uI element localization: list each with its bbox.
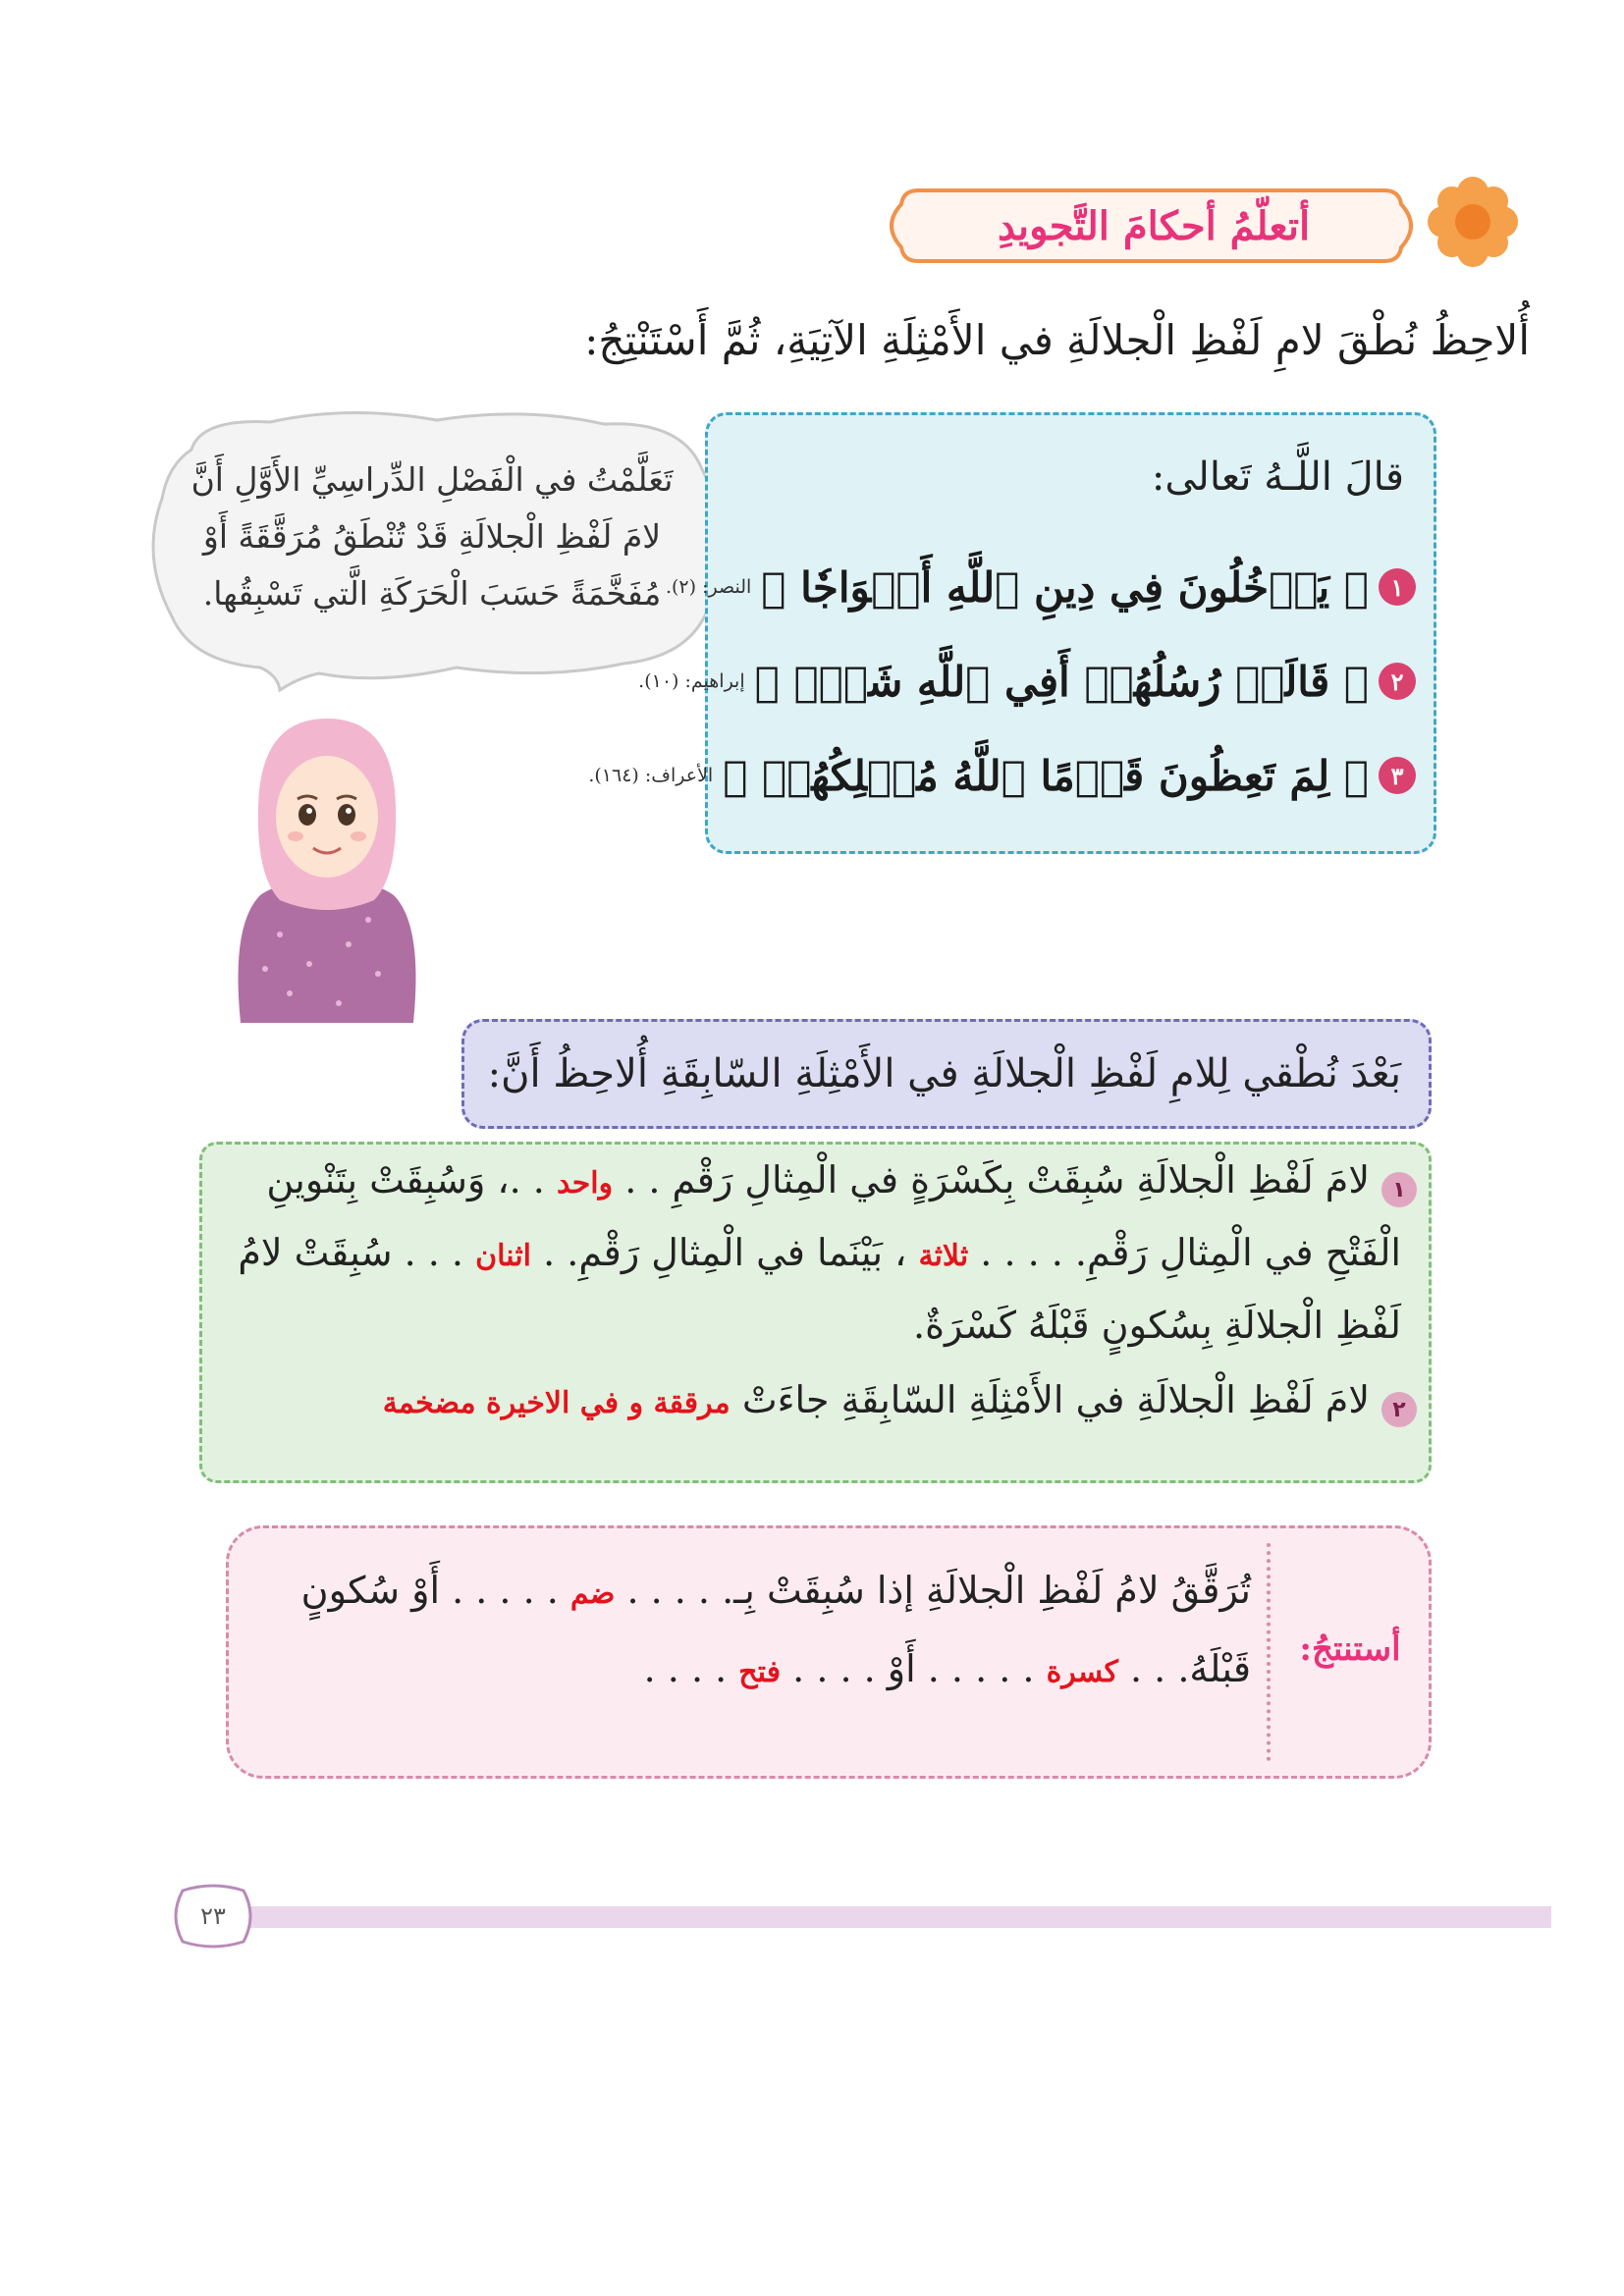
verse-reference: إبراهيم: (١٠). bbox=[638, 670, 745, 692]
observation-line bbox=[913, 1304, 1401, 1347]
bubble-line: لامَ لَفْظِ الْجلالَةِ قَدْ تُنْطَقُ مُرَقَّقَةً أَوْ bbox=[202, 517, 662, 556]
verse-row bbox=[666, 553, 1416, 621]
answer-text: ضم bbox=[569, 1576, 616, 1611]
observation-line bbox=[266, 1158, 1370, 1201]
observation-text: لامَ لَفْظِ الْجلالَةِ في الأَمْثِلَةِ السّابِقَةِ جاءَتْ bbox=[741, 1378, 1370, 1421]
verse-text: ﴿ لِمَ تَعِظُونَ قَوۡمًا ٱللَّهُ مُهۡلِكُهُمۡ ﴾ bbox=[723, 751, 1369, 800]
bubble-line: تَعَلَّمْتُ في الْفَصْلِ الدِّراسِيِّ الأَوَّلِ أَنَّ bbox=[190, 460, 674, 499]
conclusion-divider bbox=[1267, 1543, 1271, 1761]
verse-reference: النصر: (٢). bbox=[665, 576, 752, 598]
observation-box bbox=[199, 1142, 1432, 1483]
answer-text: واحد bbox=[556, 1166, 614, 1201]
lesson-title: أتعلّمُ أحكامَ التَّجويدِ bbox=[997, 203, 1311, 249]
answer-text: اثنان bbox=[475, 1239, 532, 1273]
observation-text: لامَ لَفْظِ الْجلالَةِ سُبِقَتْ بِكَسْرَةٍ في الْمِثالِ رَقْمِ . . bbox=[624, 1158, 1370, 1201]
observation-text: لَفْظِ الْجلالَةِ بِسُكونٍ قَبْلَهُ كَسْرَةٌ. bbox=[912, 1304, 1401, 1347]
observation-heading: بَعْدَ نُطْقي لِلامِ لَفْظِ الْجلالَةِ في الأَمْثِلَةِ السّابِقَةِ أُلاحِظُ أَنَّ: bbox=[487, 1051, 1401, 1096]
conclusion-text: قَبْلَهُ. . . bbox=[1130, 1647, 1251, 1690]
instruction-text: أُلاحِظُ نُطْقَ لامِ لَفْظِ الْجلالَةِ في الأَمْثِلَةِ الآتِيَةِ، ثُمَّ أَسْتَنْتِجُ: bbox=[584, 316, 1530, 364]
observation-line bbox=[383, 1378, 1370, 1421]
answer-text: ثلاثة bbox=[918, 1239, 969, 1273]
page-number: ٢٣ bbox=[200, 1902, 226, 1930]
conclusion-text: تُرَقَّقُ لامُ لَفْظِ الْجلالَةِ إذا سُبِقَتْ بِـ. . . . . bbox=[626, 1569, 1251, 1612]
conclusion-line bbox=[644, 1647, 1251, 1690]
girl-illustration bbox=[221, 709, 432, 1023]
verse-text: ﴿ قَالَتۡ رُسُلُهُمۡ أَفِي ٱللَّهِ شَكّٞ ﴾ bbox=[754, 657, 1369, 706]
conclusion-text: . . . . . أَوْ سُكونٍ bbox=[300, 1569, 559, 1612]
observation-text: ، بَيْنَما في الْمِثالِ رَقْمِ. . bbox=[543, 1231, 907, 1274]
verse-text: ﴿ يَدۡخُلُونَ فِي دِينِ ٱللَّهِ أَفۡوَاجٗا ﴾ bbox=[761, 562, 1369, 612]
answer-text: كسرة bbox=[1046, 1655, 1118, 1689]
conclusion-text: . . . . bbox=[643, 1647, 728, 1690]
bubble-line: مُفَخَّمَةً حَسَبَ الْحَرَكَةِ الَّتي تَسْبِقُها. bbox=[202, 574, 662, 613]
orange-flower-icon bbox=[1426, 175, 1520, 269]
answer-text: فتح bbox=[738, 1655, 782, 1689]
item-number: ١ bbox=[1381, 1172, 1417, 1207]
observation-text: . . . سُبِقَتْ لامُ bbox=[238, 1231, 464, 1274]
observation-heading-box bbox=[461, 1019, 1432, 1129]
verse-row bbox=[638, 647, 1416, 716]
observation-text: الْفَتْحِ في الْمِثالِ رَقْمِ. . . . . bbox=[980, 1231, 1401, 1274]
examples-intro: قالَ اللَّـهُ تَعالى: bbox=[1151, 454, 1404, 500]
conclusion-text: . . . . . أَوْ . . . . bbox=[792, 1647, 1035, 1690]
verse-number: ١ bbox=[1379, 568, 1416, 606]
conclusion-label: أستنتجُ: bbox=[1299, 1629, 1401, 1669]
bubble-text bbox=[167, 452, 697, 622]
observation-line bbox=[238, 1231, 1401, 1274]
examples-box bbox=[588, 412, 1436, 854]
footer-bar bbox=[241, 1906, 1551, 1928]
verse-row bbox=[588, 741, 1416, 810]
item-number: ٢ bbox=[1381, 1392, 1417, 1427]
verse-number: ٢ bbox=[1379, 663, 1416, 700]
observation-text: . .، وَسُبِقَتْ بِتَنْوينِ bbox=[266, 1158, 545, 1201]
verse-reference: الأعراف: (١٦٤). bbox=[588, 765, 714, 786]
verse-number: ٣ bbox=[1379, 757, 1416, 794]
answer-text: مرققة و في الاخيرة مضخمة bbox=[382, 1386, 731, 1420]
conclusion-line bbox=[301, 1569, 1251, 1612]
